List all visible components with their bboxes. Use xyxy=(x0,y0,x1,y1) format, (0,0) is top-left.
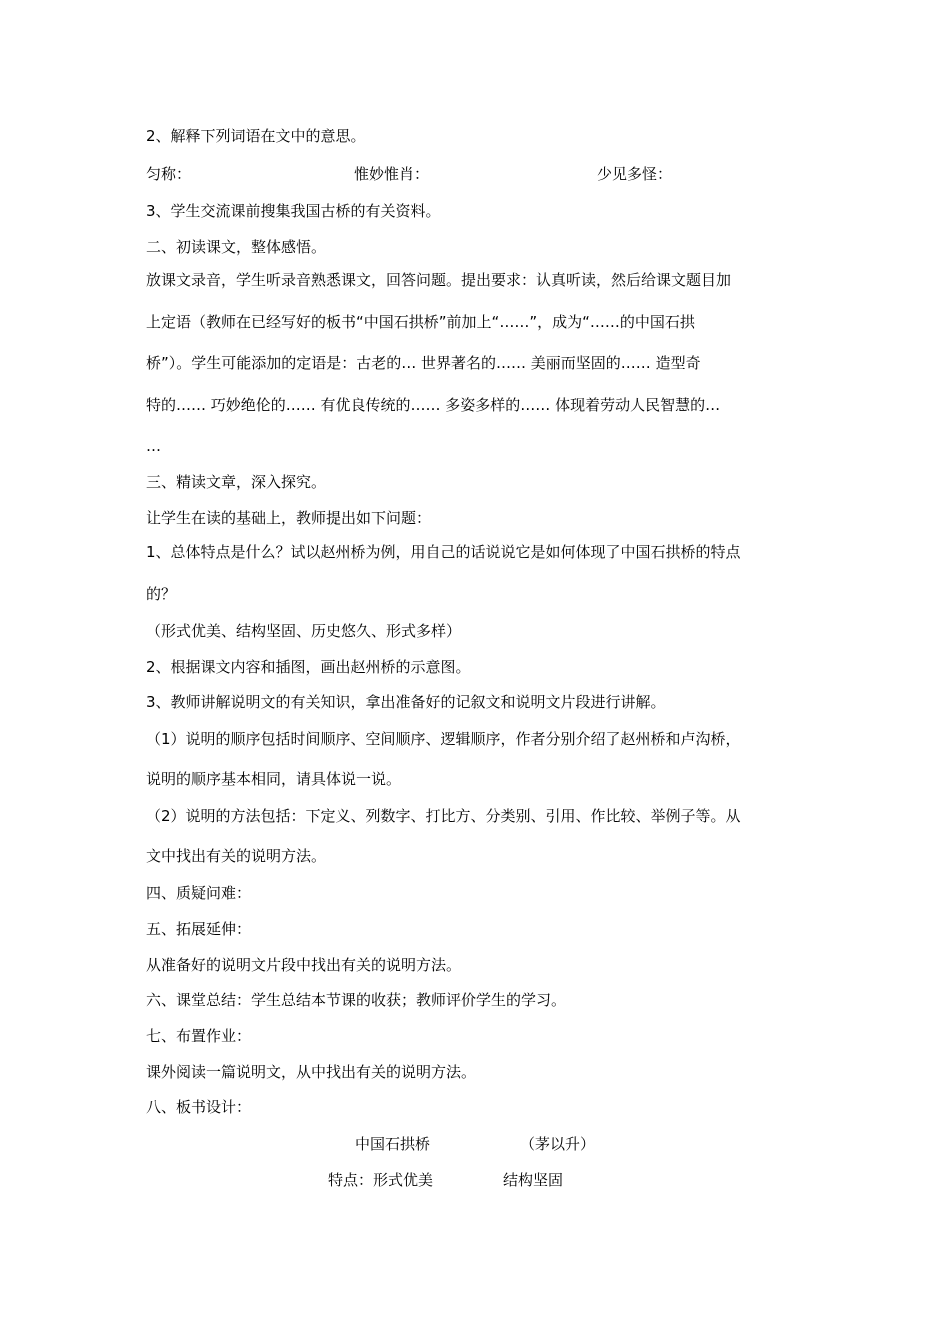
board-features: 特点：形式优美 xyxy=(328,1171,434,1189)
text-line: … xyxy=(146,437,161,455)
text-line: 1、总体特点是什么？试以赵州桥为例，用自己的话说说它是如何体现了中国石拱桥的特点 xyxy=(146,543,741,561)
text-line: （1）说明的顺序包括时间顺序、空间顺序、逻辑顺序，作者分别介绍了赵州桥和卢沟桥， xyxy=(146,730,741,748)
text-line: 3、学生交流课前搜集我国古桥的有关资料。 xyxy=(146,202,441,220)
section-heading: 七、布置作业： xyxy=(146,1027,252,1045)
section-heading: 五、拓展延伸： xyxy=(146,920,252,938)
text-line: 文中找出有关的说明方法。 xyxy=(146,847,327,865)
section-heading: 八、板书设计： xyxy=(146,1098,252,1116)
text-line: 特的…… 巧妙绝伦的…… 有优良传统的…… 多姿多样的…… 体现着劳动人民智慧的… xyxy=(146,396,721,414)
text-line: 3、教师讲解说明文的有关知识，拿出准备好的记叙文和说明文片段进行讲解。 xyxy=(146,693,666,711)
board-title: 中国石拱桥 xyxy=(355,1135,431,1153)
text-line: （形式优美、结构坚固、历史悠久、形式多样） xyxy=(146,622,462,640)
board-author: （茅以升） xyxy=(520,1135,596,1153)
text-line: 说明的顺序基本相同，请具体说一说。 xyxy=(146,770,402,788)
text-line: 桥”）。学生可能添加的定语是：古老的… 世界著名的…… 美丽而坚固的…… 造型奇 xyxy=(146,354,701,372)
text-line: 上定语（教师在已经写好的板书“中国石拱桥”前加上“……”，成为“……的中国石拱 xyxy=(146,313,695,331)
section-heading: 三、精读文章，深入探究。 xyxy=(146,473,327,491)
vocab-term-yunchen: 匀称： xyxy=(146,165,192,183)
text-line: 让学生在读的基础上，教师提出如下问题： xyxy=(146,509,432,527)
vocab-term-weimiao: 惟妙惟肖： xyxy=(354,165,430,183)
board-feature-structure: 结构坚固 xyxy=(503,1171,564,1189)
text-line: （2）说明的方法包括：下定义、列数字、打比方、分类别、引用、作比较、举例子等。从 xyxy=(146,807,741,825)
text-line: 2、根据课文内容和插图，画出赵州桥的示意图。 xyxy=(146,658,471,676)
text-line: 的？ xyxy=(146,585,177,603)
section-heading: 六、课堂总结：学生总结本节课的收获；教师评价学生的学习。 xyxy=(146,991,567,1009)
section-heading: 四、质疑问难： xyxy=(146,884,252,902)
vocab-term-shaojian: 少见多怪： xyxy=(597,165,673,183)
section-heading: 二、初读课文，整体感悟。 xyxy=(146,238,327,256)
text-line: 从准备好的说明文片段中找出有关的说明方法。 xyxy=(146,956,462,974)
text-line: 2、解释下列词语在文中的意思。 xyxy=(146,127,366,145)
text-line: 课外阅读一篇说明文，从中找出有关的说明方法。 xyxy=(146,1063,477,1081)
text-line: 放课文录音，学生听录音熟悉课文，回答问题。提出要求：认真听读，然后给课文题目加 xyxy=(146,271,732,289)
